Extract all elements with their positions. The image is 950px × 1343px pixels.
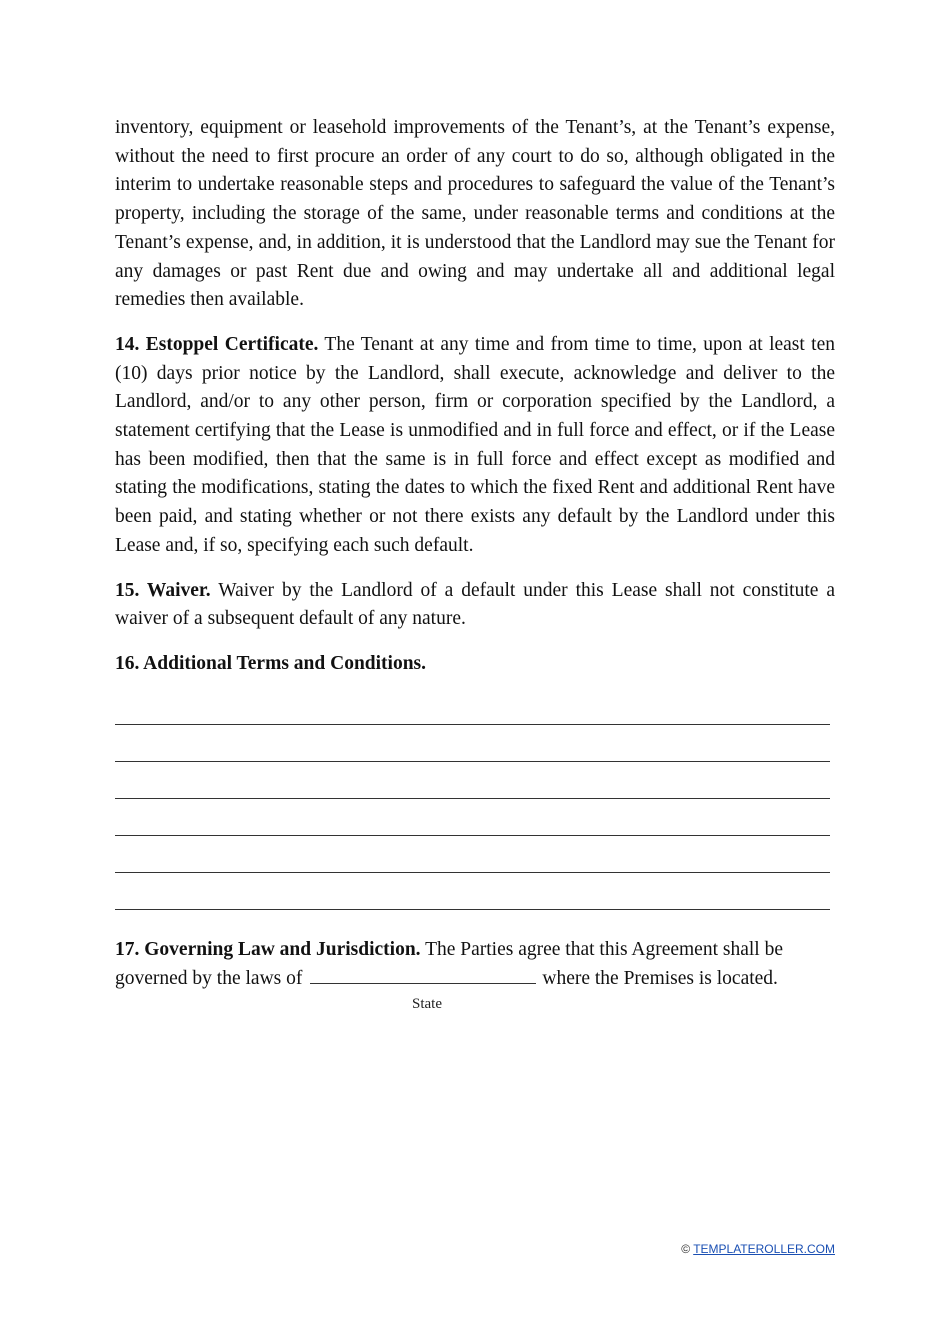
section-13-continuation: inventory, equipment or leasehold improvements of the Tenant’s, at the Tenant’s expense, without the need to first procure an order of any court to do so, although obligated in the interim to undertake reasonable steps and procedures to safeguard the value of the Tenant’s property, including the storage of the same, under reasonable terms and conditions at the Tenant’s expense, and, in addition, it is understood that the Landlord may sue the Tenant for any damages or past Rent due and owing and may undertake all and additional legal remedies then available.: [115, 117, 835, 311]
state-caption: State: [412, 996, 442, 1012]
section-15-waiver: [115, 577, 835, 634]
copyright-symbol: ©: [681, 1242, 691, 1256]
fill-line-1[interactable]: [115, 701, 830, 725]
fill-line-4[interactable]: [115, 799, 830, 836]
state-fill-field[interactable]: [310, 964, 536, 984]
section-14-text: The Tenant at any time and from time to time, upon at least ten (10) days prior notice by the Landlord, shall execute, acknowledge and deliver to the Landlord, and/or to any other person, firm or corporation specified by the Landlord, a statement certifying that the Lease is unmodified and in full force and effect, or if the Lease has been modified, then that the same is in full force and effect except as modified and stating the modifications, stating the dates to which the fixed Rent and additional Rent have been paid, and stating whether or not there exists any default by the Landlord under this Lease and, if so, specifying each such default.: [115, 333, 836, 556]
section-17-governing-law: [115, 936, 835, 994]
footer-copyright: [681, 1242, 835, 1256]
section-14-title: 14. Estoppel Certificate.: [115, 333, 319, 355]
section-16-title: 16. Additional Terms and Conditions.: [115, 652, 427, 674]
section-17-text-before: The Parties agree that this Agreement shall be governed by the laws of: [115, 938, 783, 990]
fill-line-2[interactable]: [115, 725, 830, 762]
additional-terms-fill-lines: [115, 701, 835, 910]
section-14-estoppel-certificate: [115, 331, 835, 561]
section-17-text-after: where the Premises is located.: [542, 968, 778, 990]
templateroller-link[interactable]: TEMPLATEROLLER.COM: [693, 1242, 835, 1256]
section-15-text: Waiver by the Landlord of a default under this Lease shall not constitute a waiver of a subsequent default of any nature.: [115, 579, 835, 630]
section-15-title: 15. Waiver.: [115, 579, 211, 601]
section-17-title: 17. Governing Law and Jurisdiction.: [115, 938, 421, 960]
fill-line-3[interactable]: [115, 762, 830, 799]
document-page: [115, 114, 836, 1012]
fill-line-6[interactable]: [115, 873, 830, 910]
fill-line-5[interactable]: [115, 836, 830, 873]
